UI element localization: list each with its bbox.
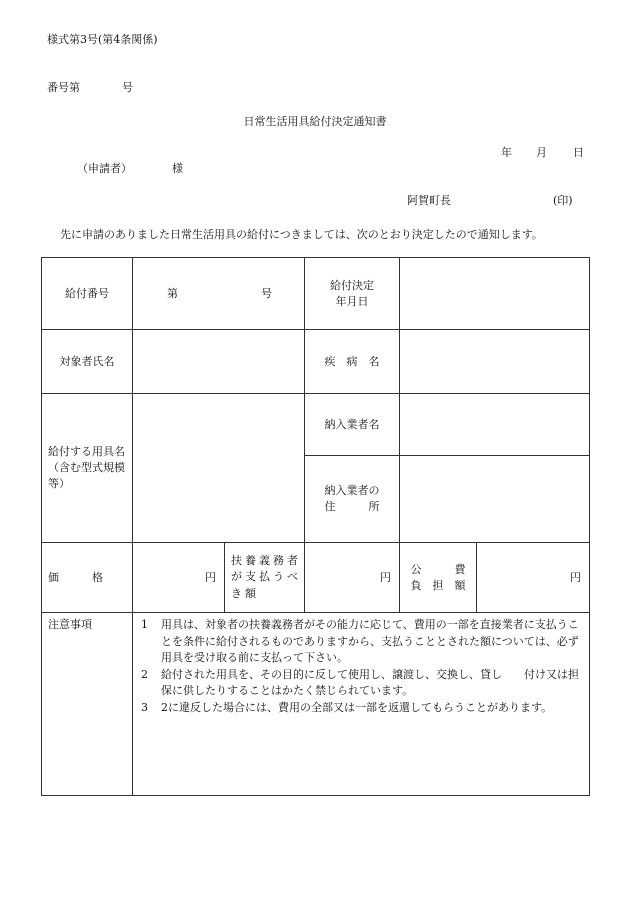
notes-cell xyxy=(133,613,590,796)
decision-date-label-line1: 給付決定 xyxy=(330,278,374,292)
note-item xyxy=(141,700,583,717)
subject-name-label: 対象者氏名 xyxy=(42,330,133,394)
item-name-value xyxy=(133,394,305,543)
vendor-address-label-line2: 住 所 xyxy=(324,500,380,513)
grant-number-suffix: 号 xyxy=(261,286,272,300)
guardian-payment-label: 扶養義務者が支払うべき額 xyxy=(225,543,305,613)
notes-label: 注意事項 xyxy=(42,613,133,796)
vendor-address-label xyxy=(305,456,400,543)
issue-date xyxy=(501,147,584,158)
document-title: 日常生活用具給付決定通知書 xyxy=(243,115,387,128)
price-label: 価 格 xyxy=(42,543,133,613)
table-row xyxy=(42,330,590,394)
grant-number-label: 給付番号 xyxy=(42,258,133,330)
table-row xyxy=(42,258,590,330)
applicant-line xyxy=(77,163,183,174)
vendor-name-label: 納入業者名 xyxy=(305,394,400,456)
applicant-honorific: 様 xyxy=(172,162,183,175)
table-row xyxy=(42,394,590,456)
document-number-suffix: 号 xyxy=(122,81,133,94)
public-burden-label-line1: 公 費 xyxy=(410,562,466,576)
note-number: 2 xyxy=(141,667,148,681)
public-burden-label xyxy=(400,543,477,613)
note-item xyxy=(141,667,583,700)
grant-number-prefix: 第 xyxy=(167,286,178,300)
table-row xyxy=(42,543,590,613)
table-row xyxy=(42,613,590,796)
decision-date-value xyxy=(400,258,590,330)
grant-number-cell xyxy=(133,258,305,330)
public-burden-yen: 円 xyxy=(477,543,590,613)
decision-table xyxy=(41,257,590,796)
price-yen: 円 xyxy=(133,543,225,613)
issuer-name: 阿賀町長 xyxy=(407,194,451,207)
vendor-address-label-line1: 納入業者の xyxy=(324,484,380,498)
note-number: 3 xyxy=(141,700,148,714)
vendor-address-value xyxy=(400,456,590,543)
subject-name-value xyxy=(133,330,305,394)
form-number: 様式第3号(第4条関係) xyxy=(47,33,158,46)
note-text: 用具は、対象者の扶養義務者がその能力に応じて、費用の一部を直接業者に支払うことを条件に給付されるものでありますから、支払うこととされた額については、必ず用具を受け取る前に支払って下さい。 xyxy=(161,618,579,664)
date-day: 日 xyxy=(573,146,584,159)
date-month: 月 xyxy=(536,146,547,159)
note-item xyxy=(141,617,583,667)
guardian-payment-yen: 円 xyxy=(305,543,400,613)
public-burden-label-line2: 負 担 額 xyxy=(410,578,466,592)
disease-label: 疾 病 名 xyxy=(305,330,400,394)
note-text: 給付された用具を、その目的に反して使用し、譲渡し、交換し、貸し 付け又は担保に供したりすることはかたく禁じられています。 xyxy=(161,667,579,697)
note-number: 1 xyxy=(141,618,148,631)
item-name-label: 給付する用具名（含む型式規模等） xyxy=(42,394,133,543)
decision-date-label xyxy=(305,258,400,330)
disease-value xyxy=(400,330,590,394)
note-text: 2に違反した場合には、費用の全部又は一部を返還してもらうことがあります。 xyxy=(161,700,553,714)
intro-text: 先に申請のありました日常生活用具の給付につきましては、次のとおり決定したので通知します。 xyxy=(60,228,543,241)
document-number-prefix: 番号第 xyxy=(47,81,80,94)
seal-mark: (印) xyxy=(553,194,573,207)
date-year: 年 xyxy=(501,146,512,159)
decision-date-label-line2: 年月日 xyxy=(335,294,369,308)
vendor-name-value xyxy=(400,394,590,456)
document-number xyxy=(47,82,133,93)
applicant-label: （申請者） xyxy=(77,162,132,175)
